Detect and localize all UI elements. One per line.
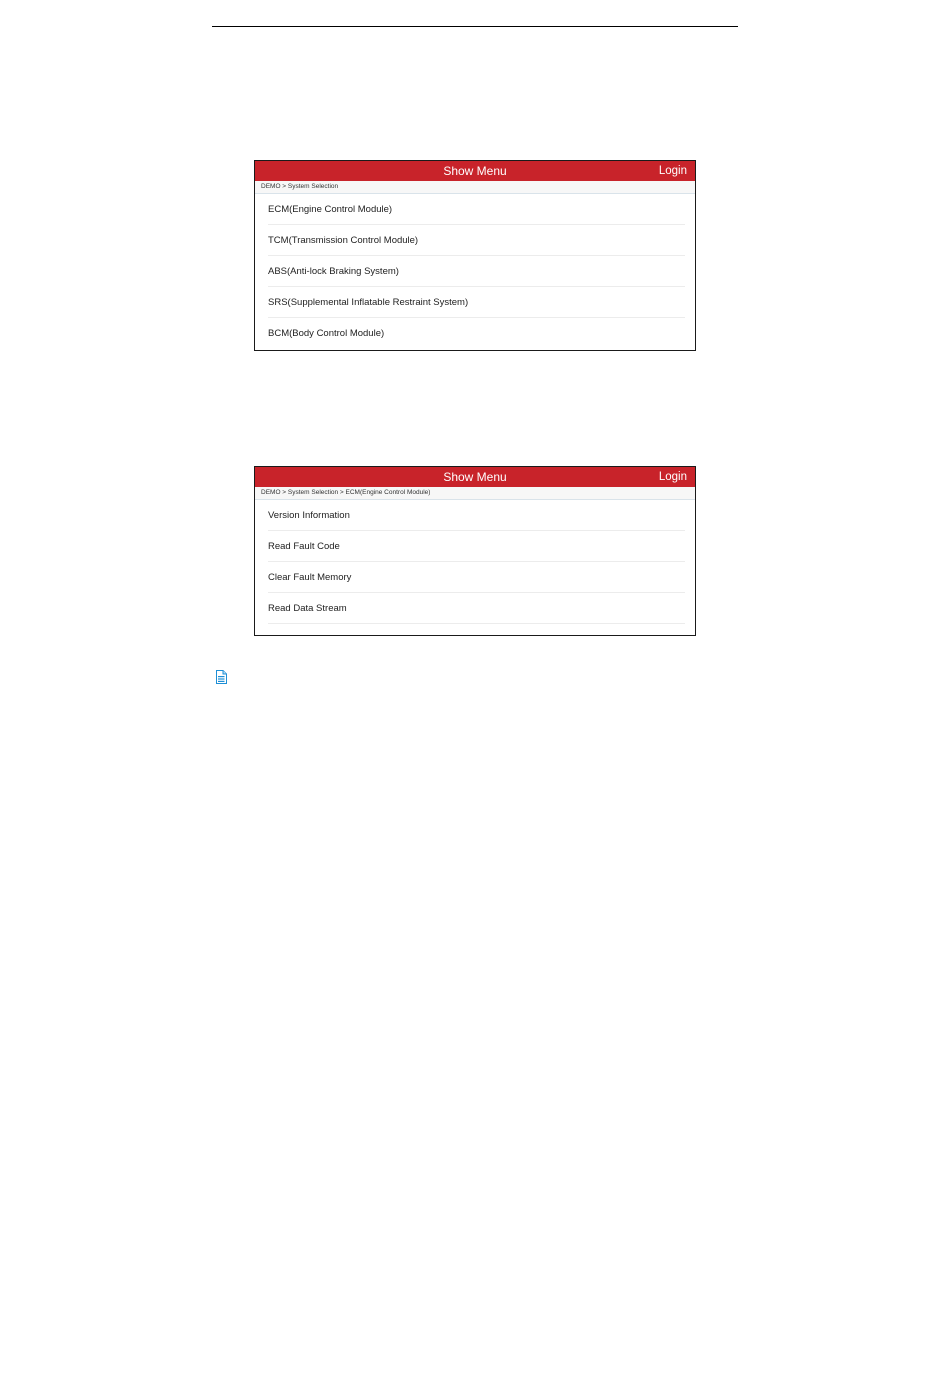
menu-item-abs[interactable]: ABS(Anti-lock Braking System)	[268, 256, 685, 287]
menu-item-clear-fault-memory[interactable]: Clear Fault Memory	[268, 562, 685, 593]
show-menu-title[interactable]: Show Menu	[443, 164, 507, 178]
breadcrumb: DEMO > System Selection > ECM(Engine Control Module)	[255, 487, 695, 500]
note-icon	[216, 670, 227, 684]
menu-item-read-data-stream[interactable]: Read Data Stream	[268, 593, 685, 624]
menu-item-read-fault-code[interactable]: Read Fault Code	[268, 531, 685, 562]
breadcrumb: DEMO > System Selection	[255, 181, 695, 194]
function-list	[255, 500, 695, 624]
title-bar	[255, 467, 695, 487]
system-selection-screen	[254, 160, 696, 351]
login-button[interactable]: Login	[658, 165, 687, 177]
header-rule	[212, 26, 738, 27]
login-button[interactable]: Login	[658, 471, 687, 483]
ecm-function-screen	[254, 466, 696, 636]
menu-item-srs[interactable]: SRS(Supplemental Inflatable Restraint System)	[268, 287, 685, 318]
show-menu-title[interactable]: Show Menu	[443, 470, 507, 484]
system-list	[255, 194, 695, 349]
title-bar	[255, 161, 695, 181]
menu-item-version-information[interactable]: Version Information	[268, 500, 685, 531]
menu-item-ecm[interactable]: ECM(Engine Control Module)	[268, 194, 685, 225]
menu-item-bcm[interactable]: BCM(Body Control Module)	[268, 328, 385, 339]
menu-item-tcm[interactable]: TCM(Transmission Control Module)	[268, 225, 685, 256]
